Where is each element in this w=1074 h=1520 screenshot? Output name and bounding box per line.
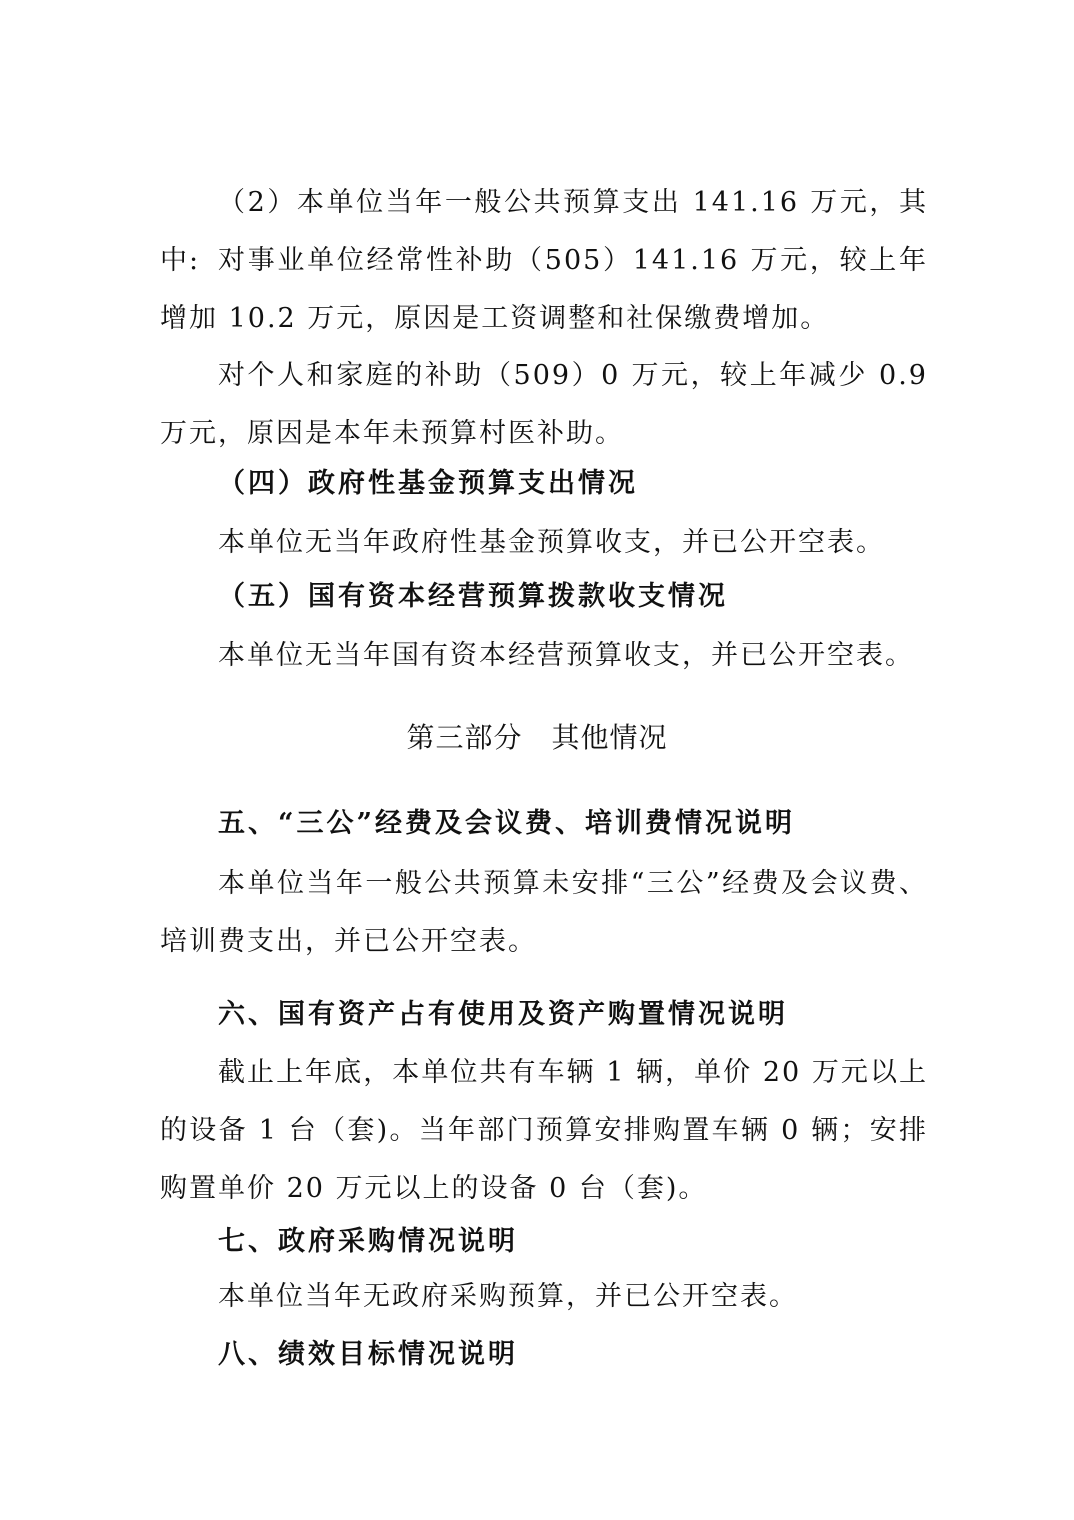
paragraph-government-procurement: 本单位当年无政府采购预算，并已公开空表。 xyxy=(218,1281,798,1312)
paragraph-institution-subsidy: 对事业单位经常性补助（505）141.16 万元，较上年增加 10.2 万元，原因是工资调整和社保缴费增加。 xyxy=(160,245,928,334)
heading-state-assets: 六、国有资产占有使用及资产购置情况说明 xyxy=(218,999,788,1030)
heading-government-procurement: 七、政府采购情况说明 xyxy=(218,1226,518,1257)
paragraph-general-budget-expenditure: （2）本单位当年一般公共预算支出 141.16 万元，其中: xyxy=(160,187,928,276)
part-three-title: 第三部分 其他情况 xyxy=(406,721,668,754)
heading-three-public-expenses: 五、“三公”经费及会议费、培训费情况说明 xyxy=(218,808,796,839)
paragraph-personal-family-subsidy: 对个人和家庭的补助（509）0 万元，较上年减少 0.9 万元，原因是本年未预算村医补助。 xyxy=(160,360,928,449)
paragraph-three-public-expenses: 本单位当年一般公共预算未安排“三公”经费及会议费、培训费支出，并已公开空表。 xyxy=(160,868,928,957)
paragraph-state-assets: 截止上年底，本单位共有车辆 1 辆，单价 20 万元以上的设备 1 台（套)。当年部门预算安排购置车辆 0 辆；安排购置单价 20 万元以上的设备 0 台（套)。 xyxy=(160,1057,928,1204)
paragraph-government-fund-budget: 本单位无当年政府性基金预算收支，并已公开空表。 xyxy=(218,527,885,558)
heading-performance-targets: 八、绩效目标情况说明 xyxy=(218,1339,518,1370)
heading-state-capital-budget: （五）国有资本经营预算拨款收支情况 xyxy=(218,581,728,612)
heading-government-fund-budget: （四）政府性基金预算支出情况 xyxy=(218,468,638,499)
paragraph-state-capital-budget: 本单位无当年国有资本经营预算收支，并已公开空表。 xyxy=(218,640,914,671)
